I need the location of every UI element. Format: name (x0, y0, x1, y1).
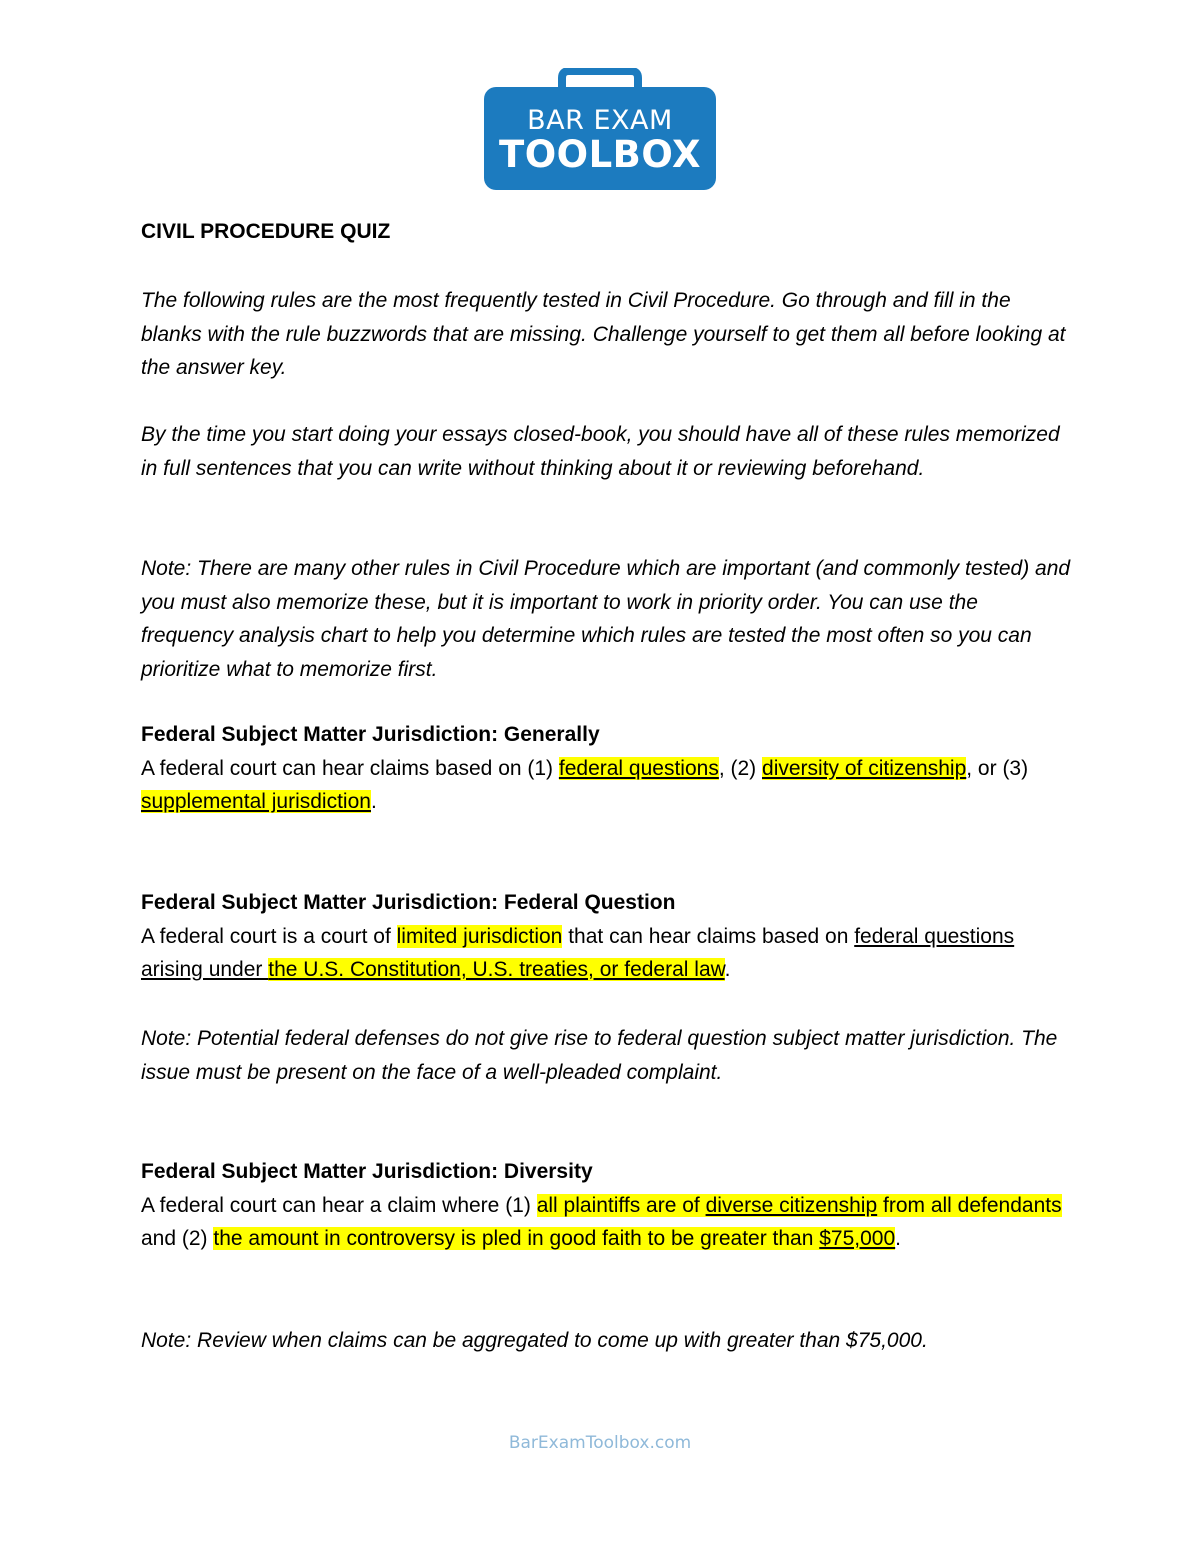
section-generally (141, 718, 1071, 819)
intro-note: Note: There are many other rules in Civil Procedure which are important (and commonly tested) and you must also memorize these, but it is important to work in priority order. You can use the frequency analysis chart to help you determine which rules are tested the most often so you can prioritize what to memorize first. (141, 557, 1071, 681)
answer-underlined: $75,000 (819, 1227, 896, 1250)
diversity-note: Note: Review when claims can be aggregated to come up with greater than $75,000. (141, 1329, 928, 1352)
rule-text: . (370, 790, 377, 813)
answer-blank: diversity of citizenship (762, 756, 967, 780)
answer-underlined: diverse citizenship (705, 1193, 878, 1217)
rule-text: A federal court is a court of (141, 924, 397, 948)
section-rule (141, 1189, 1071, 1256)
rule-text: , (2) (718, 756, 763, 780)
answer-text: from all defendants (877, 1193, 1062, 1217)
section-heading: Federal Subject Matter Jurisdiction: Diversity (141, 1160, 593, 1183)
rule-text: , or (3) (966, 756, 1029, 780)
logo-line1: BAR EXAM (527, 105, 673, 136)
rule-text: and (2) (141, 1227, 214, 1250)
intro-paragraph-memorize: By the time you start doing your essays closed-book, you should have all of these rules memorized in full sentences that you can write without thinking about it or reviewing beforehand. (141, 423, 1060, 480)
answer-blank: limited jurisdiction (396, 924, 563, 948)
section-heading: Federal Subject Matter Jurisdiction: Generally (141, 723, 600, 746)
rule-text: A federal court can hear a claim where (1) (141, 1193, 537, 1217)
underlined-text: federal questions arising under (141, 924, 1015, 981)
section-federal-question (141, 886, 1071, 987)
logo-line2: TOOLBOX (498, 133, 702, 176)
footer-url[interactable]: BarExamToolbox.com (508, 1433, 692, 1453)
answer-text: the amount in controversy is pled in good faith to be greater than (213, 1227, 820, 1250)
section-diversity (141, 1155, 1071, 1256)
answer-blank: the U.S. Constitution, U.S. treaties, or federal law (268, 958, 725, 981)
section-heading: Federal Subject Matter Jurisdiction: Federal Question (141, 891, 676, 914)
page-title: CIVIL PROCEDURE QUIZ (141, 220, 391, 243)
rule-text: A federal court can hear claims based on (1) (141, 756, 559, 780)
answer-blank: supplemental jurisdiction (141, 790, 371, 813)
federal-question-note: Note: Potential federal defenses do not give rise to federal question subject matter jurisdiction. The issue must be present on the face of a well-pleaded complaint. (141, 1027, 1058, 1084)
answer-blank: federal questions (558, 756, 719, 780)
answer-text: all plaintiffs are of (536, 1193, 706, 1217)
rule-text: . (895, 1227, 902, 1250)
section-rule (141, 752, 1071, 819)
rule-text: that can hear claims based on (562, 924, 855, 948)
intro-paragraph: The following rules are the most frequently tested in Civil Procedure. Go through and fill in the blanks with the rule buzzwords that are missing. Challenge yourself to get them all before looking at the answer key. (141, 289, 1066, 379)
answer-blank (213, 1227, 895, 1250)
answer-blank (537, 1194, 1062, 1217)
rule-text: . (724, 958, 731, 981)
section-rule (141, 920, 1071, 987)
